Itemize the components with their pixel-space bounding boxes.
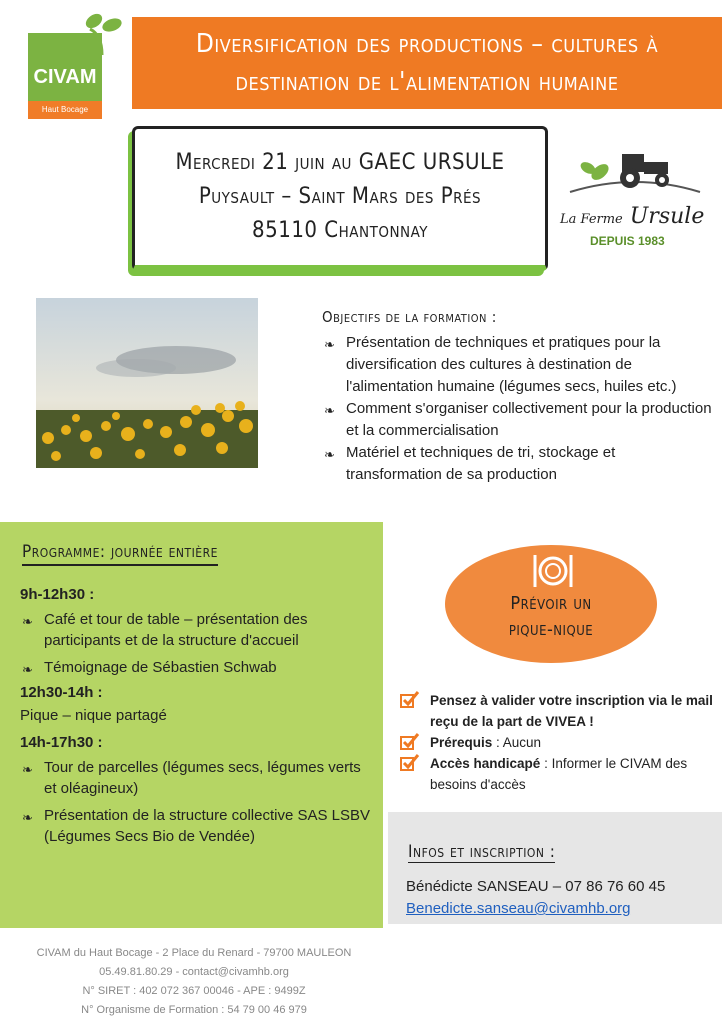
footer-contact: 05.49.81.80.29 - contact@civamhb.org xyxy=(99,966,289,978)
event-address: Puysault – Saint Mars des Prés xyxy=(198,184,482,209)
header-title-line2: destination de l'alimentation humaine xyxy=(235,67,619,97)
contact-name-phone: Bénédicte SANSEAU – 07 86 76 60 45 xyxy=(406,878,666,895)
list-item: ❧ Témoignage de Sébastien Schwab xyxy=(20,657,370,678)
morning-time: 9h-12h30 : xyxy=(20,586,95,603)
farm-logo xyxy=(560,142,710,257)
checklist-item-accessibility: Accès handicapé : Informer le CIVAM des besoins d'accès xyxy=(400,753,715,795)
leaf-bullet-icon: ❧ xyxy=(22,810,33,825)
event-city: 85110 Chantonnay xyxy=(252,218,428,243)
picnic-line2: pique-nique xyxy=(508,619,594,640)
list-item: ❧ Café et tour de table – présentation des participants et de la structure d'accueil xyxy=(22,611,308,649)
farm-name-prefix: La Ferme xyxy=(560,212,623,227)
event-details-box xyxy=(132,126,548,271)
header-title-line1: Diversification des productions – cultures à xyxy=(195,29,659,59)
plate-cutlery-icon xyxy=(531,551,575,591)
leaf-bullet-icon: ❧ xyxy=(324,337,335,352)
header-banner xyxy=(132,17,722,109)
checklist-item-registration: Pensez à valider votre inscription via le mail reçu de la part de VIVEA ! xyxy=(400,690,715,732)
contact-title: Infos et inscription : xyxy=(408,842,556,862)
contact-section xyxy=(388,812,722,924)
contact-email-link[interactable]: Benedicte.sanseau@civamhb.org xyxy=(406,900,631,917)
lunch-text: Pique – nique partagé xyxy=(20,707,167,724)
checkbox-check-icon xyxy=(400,690,420,708)
objectives-title: Objectifs de la formation : xyxy=(322,308,497,326)
leaf-bullet-icon: ❧ xyxy=(22,614,33,629)
sunflower-field-photo xyxy=(36,298,258,468)
objectives-list xyxy=(322,332,712,486)
civam-logo-subtitle: Haut Bocage xyxy=(28,101,102,119)
leaf-bullet-icon: ❧ xyxy=(324,403,335,418)
tractor-icon xyxy=(560,142,710,202)
farm-name xyxy=(560,204,710,229)
farm-name-main: Ursule xyxy=(629,204,705,229)
list-item: ❧ Présentation de la structure collective SAS LSBV (Légumes Secs Bio de Vendée) xyxy=(22,807,371,845)
footer-training-number: N° Organisme de Formation : 54 79 00 46 979 xyxy=(81,1004,307,1016)
list-item: ❧ Matériel et techniques de tri, stockage et transformation de sa production xyxy=(324,444,616,483)
event-date-location: Mercredi 21 juin au GAEC URSULE xyxy=(175,150,505,175)
leaf-bullet-icon: ❧ xyxy=(22,762,33,777)
civam-logo-name: CIVAM xyxy=(33,66,97,88)
leaf-bullet-icon: ❧ xyxy=(324,447,335,462)
lunch-time: 12h30-14h : xyxy=(20,684,103,701)
afternoon-time: 14h-17h30 : xyxy=(20,734,103,751)
leaf-bullet-icon: ❧ xyxy=(22,662,33,677)
list-item: ❧ Comment s'organiser collectivement pour la production et la commercialisation xyxy=(324,400,712,439)
checklist-item-prerequisites: Prérequis : Aucun xyxy=(400,732,715,753)
sprout-icon xyxy=(84,11,124,55)
objectives-section xyxy=(322,308,712,486)
checkbox-check-icon xyxy=(400,753,420,771)
footer xyxy=(0,944,388,1020)
list-item: ❧ Tour de parcelles (légumes secs, légumes verts et oléagineux) xyxy=(22,759,361,797)
checkbox-check-icon xyxy=(400,732,420,750)
picnic-callout xyxy=(445,545,657,663)
list-item: ❧ Présentation de techniques et pratiques pour la diversification des cultures à destination de l'alimentation humaine (légumes secs, huiles etc.) xyxy=(324,334,677,395)
picnic-line1: Prévoir un xyxy=(510,593,592,614)
programme-title: Programme: journée entière xyxy=(22,542,218,566)
civam-logo xyxy=(28,33,102,119)
footer-siret: N° SIRET : 402 072 367 00046 - APE : 9499Z xyxy=(82,985,306,997)
info-checklist xyxy=(400,690,715,795)
farm-since: DEPUIS 1983 xyxy=(590,234,665,248)
programme-section xyxy=(0,522,383,928)
footer-address: CIVAM du Haut Bocage - 2 Place du Renard - 79700 MAULEON xyxy=(36,947,352,959)
morning-list xyxy=(20,609,370,678)
afternoon-list xyxy=(20,757,370,847)
